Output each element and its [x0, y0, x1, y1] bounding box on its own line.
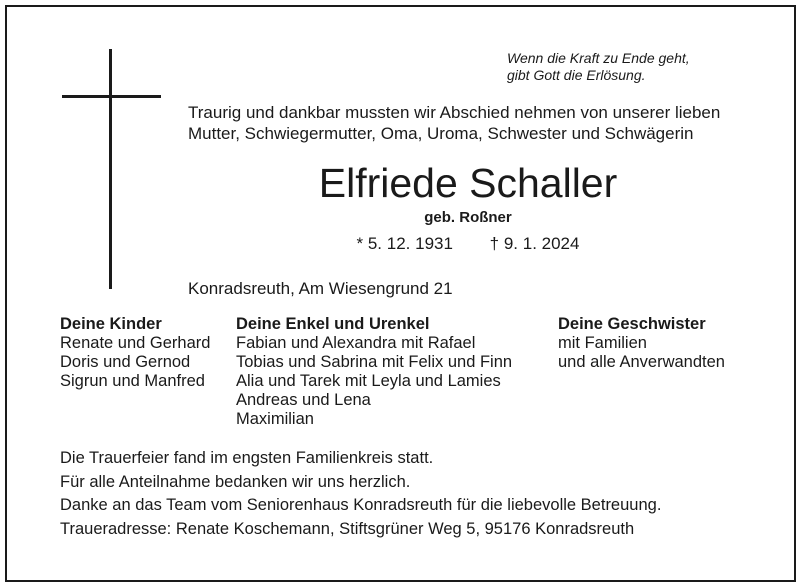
closing-line: Danke an das Team vom Seniorenhaus Konradsreuth für die liebevolle Betreuung.: [60, 496, 662, 515]
mourners-heading: Deine Kinder: [60, 315, 162, 333]
cross-icon: [109, 49, 112, 289]
birth-date: * 5. 12. 1931: [356, 234, 453, 253]
mourner-line: Maximilian: [236, 410, 314, 428]
mourner-line: Doris und Gernod: [60, 353, 191, 371]
intro-text: [188, 102, 720, 144]
mourners-siblings: [558, 315, 725, 372]
closing-text: [60, 447, 661, 542]
death-date: † 9. 1. 2024: [489, 234, 580, 253]
mourners-heading: Deine Enkel und Urenkel: [236, 315, 430, 333]
mourners-heading: Deine Geschwister: [558, 315, 706, 333]
maiden-name: geb. Roßner: [424, 209, 512, 226]
closing-line: Traueradresse: Renate Koschemann, Stiftsgrüner Weg 5, 95176 Konradsreuth: [60, 520, 635, 539]
mourner-line: Fabian und Alexandra mit Rafael: [236, 334, 476, 352]
life-dates: [188, 234, 748, 254]
residence-address: Konradsreuth, Am Wiesengrund 21: [188, 279, 453, 298]
closing-line: Für alle Anteilnahme bedanken wir uns herzlich.: [60, 472, 411, 491]
mourner-line: Renate und Gerhard: [60, 334, 211, 352]
mourner-line: Andreas und Lena: [236, 391, 371, 409]
intro-line: Traurig und dankbar mussten wir Abschied nehmen von unserer lieben: [188, 103, 721, 122]
mourners-grandchildren: [236, 315, 512, 429]
cross-icon-bar: [62, 95, 161, 98]
deceased-name: Elfriede Schaller: [318, 160, 618, 206]
intro-line: Mutter, Schwiegermutter, Oma, Uroma, Schwester und Schwägerin: [188, 124, 694, 143]
mourner-line: mit Familien: [558, 334, 647, 352]
mourners-children: [60, 315, 210, 391]
motto-line: gibt Gott die Erlösung.: [507, 67, 646, 83]
mourner-line: und alle Anverwandten: [558, 353, 725, 371]
mourner-line: Tobias und Sabrina mit Felix und Finn: [236, 353, 513, 371]
mourner-line: Sigrun und Manfred: [60, 372, 205, 390]
motto-line: Wenn die Kraft zu Ende geht,: [507, 50, 690, 66]
motto: [507, 50, 752, 84]
mourner-line: Alia und Tarek mit Leyla und Lamies: [236, 372, 501, 390]
obituary-notice: [5, 5, 796, 582]
closing-line: Die Trauerfeier fand im engsten Familienkreis statt.: [60, 449, 434, 467]
